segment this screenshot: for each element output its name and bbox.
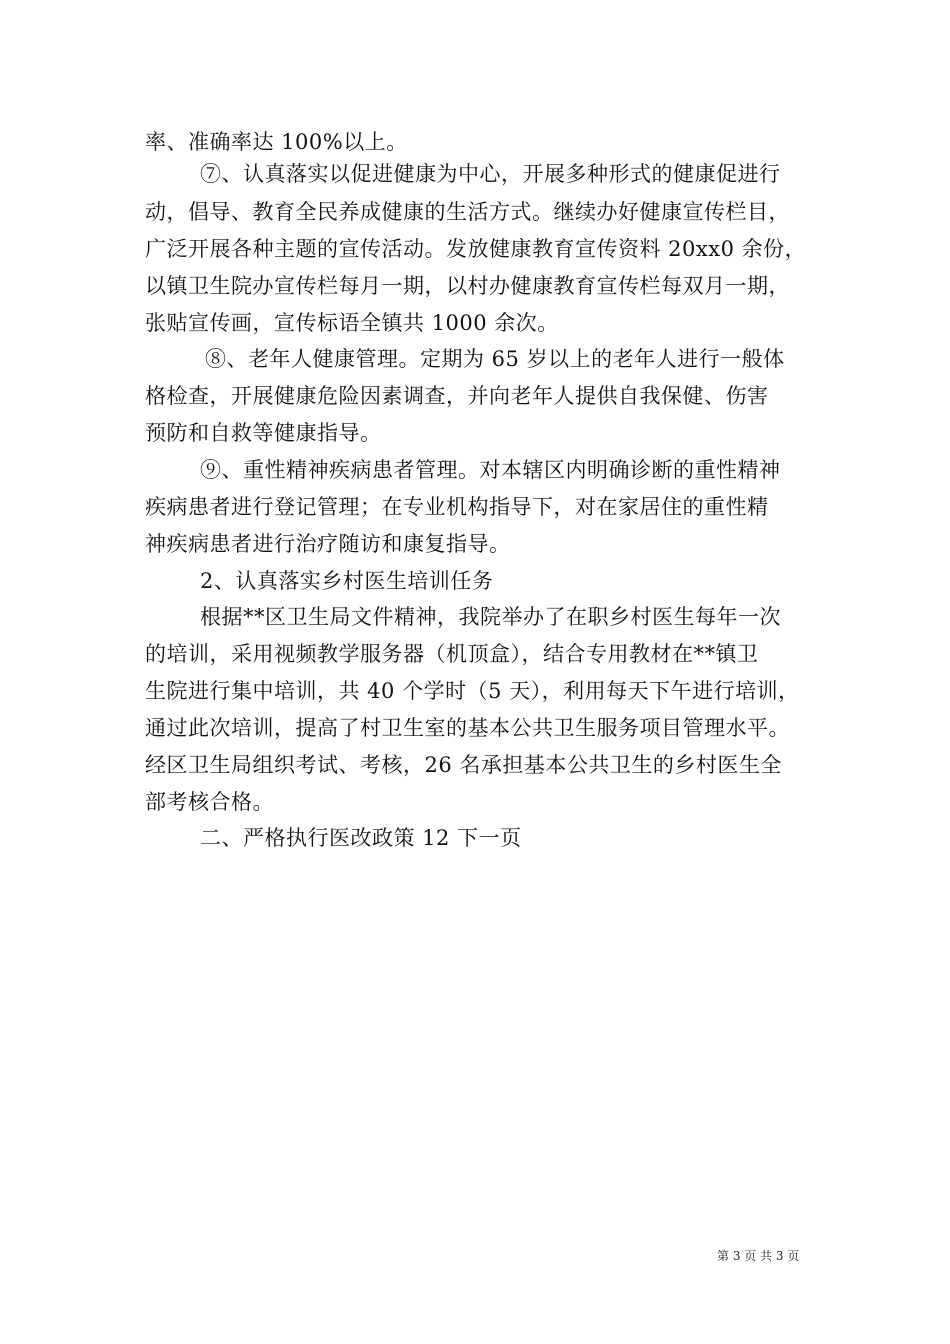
text-line: 张贴宣传画，宣传标语全镇共 1000 余次。 <box>145 311 559 335</box>
text-line: ⑧、老年人健康管理。定期为 65 岁以上的老年人进行一般体 <box>205 347 785 371</box>
text-line: 部考核合格。 <box>145 790 274 814</box>
text-line: 的培训，采用视频教学服务器（机顶盒），结合专用教材在**镇卫 <box>145 642 759 666</box>
text-line: 格检查，开展健康危险因素调查，并向老年人提供自我保健、伤害 <box>145 384 769 408</box>
text-line: 率、准确率达 100%以上。 <box>145 130 408 154</box>
text-line: 根据**区卫生局文件精神，我院举办了在职乡村医生每年一次 <box>200 605 781 629</box>
text-line: 通过此次培训，提高了村卫生室的基本公共卫生服务项目管理水平。 <box>145 716 790 740</box>
section-heading: 二、严格执行医改政策 12 下一页 <box>200 826 522 850</box>
text-line: 动，倡导、教育全民养成健康的生活方式。继续办好健康宣传栏目， <box>145 200 790 224</box>
text-line: 预防和自救等健康指导。 <box>145 421 382 445</box>
page-number: 第 3 页 共 3 页 <box>717 1249 800 1263</box>
text-line: 广泛开展各种主题的宣传活动。发放健康教育宣传资料 20xx0 余份， <box>145 237 807 261</box>
text-line: ⑦、认真落实以促进健康为中心，开展多种形式的健康促进行 <box>200 162 781 186</box>
text-line: ⑨、重性精神疾病患者管理。对本辖区内明确诊断的重性精神 <box>200 458 781 482</box>
section-heading: 2、认真落实乡村医生培训任务 <box>200 569 494 593</box>
text-line: 以镇卫生院办宣传栏每月一期，以村办健康教育宣传栏每双月一期， <box>145 274 790 298</box>
text-line: 疾病患者进行登记管理；在专业机构指导下，对在家居住的重性精 <box>145 495 769 519</box>
text-line: 经区卫生局组织考试、考核，26 名承担基本公共卫生的乡村医生全 <box>145 753 782 777</box>
text-line: 生院进行集中培训，共 40 个学时（5 天），利用每天下午进行培训， <box>145 679 800 703</box>
text-line: 神疾病患者进行治疗随访和康复指导。 <box>145 532 511 556</box>
